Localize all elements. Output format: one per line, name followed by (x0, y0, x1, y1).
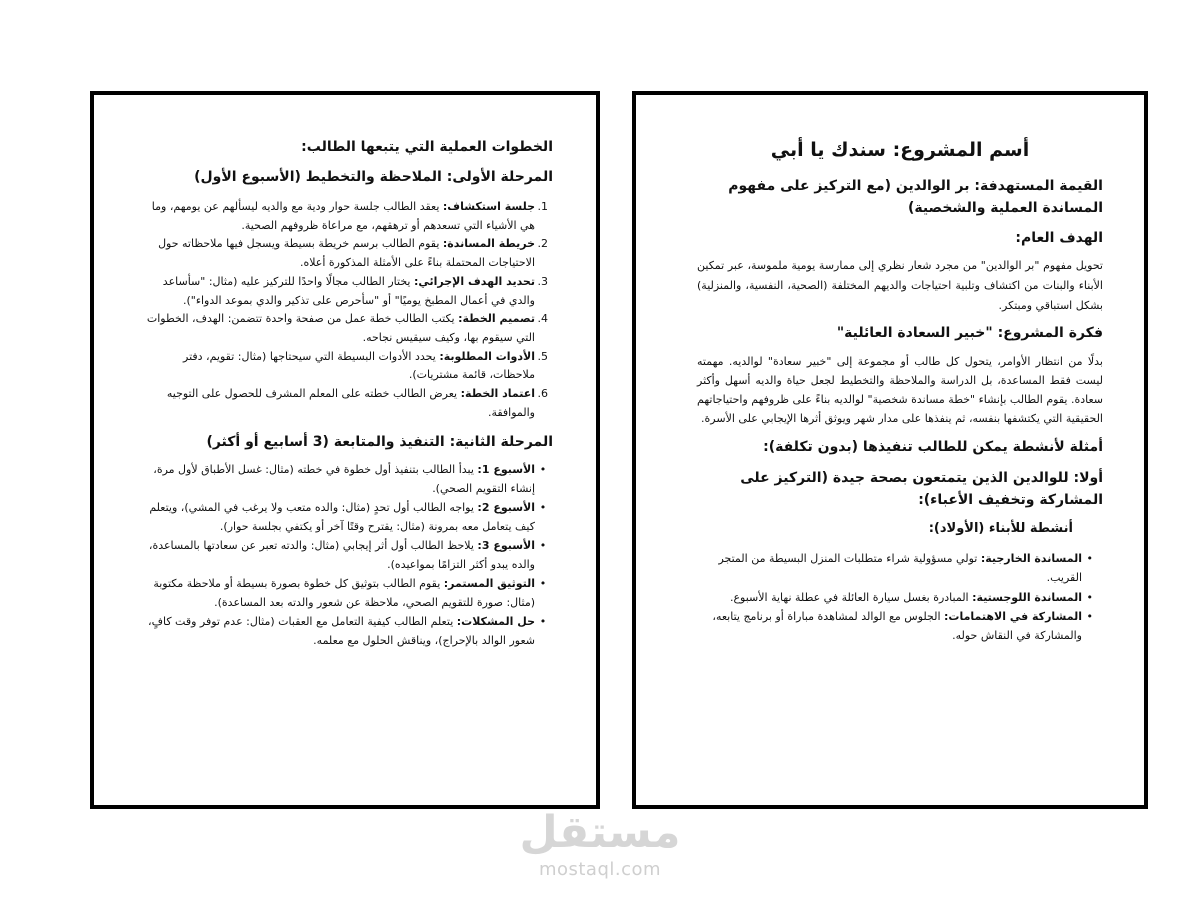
item-label: المساندة اللوجستية: (972, 590, 1082, 604)
document-page-right (632, 91, 1148, 809)
project-idea-heading: فكرة المشروع: "خبير السعادة العائلية" (836, 325, 1103, 341)
item-label: تحديد الهدف الإجرائي: (413, 274, 535, 288)
item-text: يبدأ الطالب بتنفيذ أول خطوة في خطته (مثال: غسل الأطباق لأول مرة، إنشاء التقويم الصحي). (153, 463, 535, 496)
step-number: 5. (537, 349, 548, 363)
healthy-parents-heading: أولا: للوالدين الذين يتمتعون بصحة جيدة (التركيز على المشاركة وتخفيف الأعباء): (740, 470, 1103, 508)
item-label: جلسة استكشاف: (442, 200, 535, 213)
list-item (137, 613, 548, 651)
item-label: خريطة المساندة: (442, 237, 535, 251)
step-number: 6. (537, 387, 548, 401)
practical-steps-heading: الخطوات العملية التي يتبعها الطالب: (301, 139, 553, 155)
item-label: الأسبوع 3: (477, 539, 535, 553)
phase-one-heading: المرحلة الأولى: الملاحظة والتخطيط (الأسبوع الأول) (194, 169, 553, 185)
item-text: يتعلم الطالب كيفية التعامل مع العقبات (مثال: عدم توفر وقت كافٍ، شعور الوالد بالإحراج)، ويناقش الحلول مع معلمه. (148, 614, 535, 647)
list-item (697, 549, 1093, 588)
general-goal-heading: الهدف العام: (1015, 230, 1103, 246)
phase-one-steps (137, 198, 553, 422)
item-text: يختار الطالب مجالًا واحدًا للتركيز عليه (مثال: "سأساعد والدي في أعمال المطبخ يوميًا" أو "سأحرص على تذكير والدي بموعد الدواء"). (162, 274, 535, 307)
list-item (137, 348, 548, 385)
list-item (137, 273, 548, 310)
item-text: يلاحظ الطالب أول أثر إيجابي (مثال: والدته تعبر عن سعادتها بالمساعدة، والده يبدو أكثر التزامًا بمواعيده). (148, 539, 535, 571)
list-item (137, 385, 548, 422)
step-number: 1. (537, 200, 548, 213)
item-label: حل المشكلات: (456, 614, 535, 628)
list-item (137, 235, 548, 272)
item-text: تولي مسؤولية شراء متطلبات المنزل البسيطة من المتجر القريب. (718, 552, 1082, 585)
mostaql-logo-watermark: مستقل (519, 807, 681, 858)
item-text: يقوم الطالب بتوثيق كل خطوة بصورة بسيطة أو ملاحظة مكتوبة (مثال: صورة للتقويم الصحي، ملاحظة عن شعور والدته بعد المساعدة). (153, 576, 535, 609)
list-item (137, 499, 548, 537)
item-text: يواجه الطالب أول تحدٍ (مثال: والده متعب ولا يرغب في المشي)، ويتعلم كيف يتعامل معه بمرونة (مثال: يقترح وقتًا آخر أو يكتفي بجلسة حوار). (149, 501, 535, 534)
item-text: يقوم الطالب برسم خريطة بسيطة ويسجل فيها ملاحظاته حول الاحتياجات المحتملة بناءً على الأمثلة المذكورة أعلاه. (158, 237, 535, 270)
item-label: المساندة الخارجية: (980, 552, 1082, 565)
phase-two-heading: المرحلة الثانية: التنفيذ والمتابعة (3 أسابيع أو أكثر) (206, 434, 553, 451)
item-label: التوثيق المستمر: (443, 576, 535, 590)
item-text: يحدد الأدوات البسيطة التي سيحتاجها (مثال: تقويم، دفتر ملاحظات، قائمة مشتريات). (183, 349, 535, 382)
list-item (137, 198, 548, 235)
step-number: 3. (537, 274, 548, 288)
item-text: المبادرة بغسل سيارة العائلة في عطلة نهاية الأسبوع. (729, 590, 973, 604)
target-value-heading: القيمة المستهدفة: بر الوالدين (مع التركيز على مفهوم المساندة العملية والشخصية) (728, 178, 1103, 216)
list-item (697, 588, 1093, 607)
activities-list (697, 549, 1103, 645)
activity-examples-heading: أمثلة لأنشطة يمكن للطالب تنفيذها (بدون تكلفة): (763, 439, 1103, 455)
item-label: الأدوات المطلوبة: (439, 349, 535, 363)
item-label: اعتماد الخطة: (460, 387, 535, 401)
list-item (137, 310, 548, 347)
bullet-icon: • (1086, 590, 1093, 604)
item-label: المشاركة في الاهتمامات: (944, 609, 1082, 623)
item-text: يكتب الطالب خطة عمل من صفحة واحدة تتضمن: الهدف، الخطوات التي سيقوم بها، وكيف سيقيس نجاحه. (146, 312, 535, 344)
step-number: 4. (537, 312, 548, 326)
bullet-icon: • (1086, 552, 1093, 565)
list-item (137, 537, 548, 575)
item-text: يعقد الطالب جلسة حوار ودية مع والديه ليسألهم عن يومهم، وما هي الأشياء التي تسعدهم أو ترهقهم، مع مراعاة ظروفهم الصحية. (151, 200, 535, 232)
bullet-icon: • (1086, 609, 1093, 623)
list-item (697, 607, 1093, 646)
sons-activities-heading: أنشطة للأبناء (الأولاد): (928, 521, 1073, 536)
list-item (137, 461, 548, 499)
item-label: تصميم الخطة: (458, 312, 535, 326)
item-text: يعرض الطالب خطته على المعلم المشرف للحصول على التوجيه والموافقة. (166, 387, 535, 419)
bullet-icon: • (539, 501, 547, 515)
bullet-icon: • (539, 539, 547, 553)
item-text: الجلوس مع الوالد لمشاهدة مباراة أو برنامج يتابعه، والمشاركة في النقاش حوله. (712, 609, 1082, 643)
item-label: الأسبوع 1: (477, 463, 535, 477)
bullet-icon: • (539, 614, 547, 628)
mostaql-domain-watermark: mostaql.com (538, 859, 662, 880)
item-label: الأسبوع 2: (477, 501, 535, 515)
step-number: 2. (537, 237, 548, 251)
project-title: أسم المشروع: سندك يا أبي (770, 139, 1030, 161)
list-item (137, 575, 548, 613)
document-page-left (90, 91, 600, 809)
bullet-icon: • (539, 463, 547, 477)
bullet-icon: • (539, 576, 547, 590)
project-idea-text: بدلًا من انتظار الأوامر، يتحول كل طالب أو مجموعة إلى "خبير سعادة" لوالديه. مهمته ليست فقط المساعدة، بل الدراسة والملاحظة والتخطيط لجعل حياة والديه أسهل وأكثر سعادة. يقوم الطالب بإنشاء "خطة مساندة شخصية" لوالديه بناءً على ظروفهم واحتياجاتهم الحقيقية التي يكتشفها بنفسه، ثم ينفذها على مدار شهر ويوثق أثرها الإيجابي على الأسرة. (697, 355, 1103, 425)
phase-two-items (137, 461, 553, 650)
general-goal-text: تحويل مفهوم "بر الوالدين" من مجرد شعار نظري إلى ممارسة يومية ملموسة، عبر تمكين الأبناء والبنات من اكتشاف وتلبية احتياجات والديهم المختلفة (الصحية، النفسية، والمنزلية) بشكل استباقي ومبتكر. (697, 259, 1103, 312)
